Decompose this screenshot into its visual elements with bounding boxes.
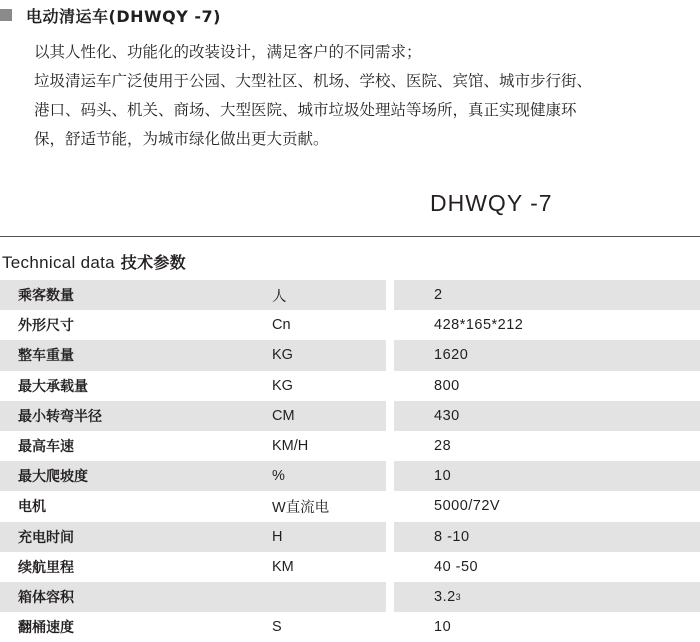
- square-bullet-icon: [0, 9, 12, 21]
- spec-unit: CM: [272, 407, 295, 424]
- spec-name: 最高车速: [18, 439, 74, 456]
- spec-value: 40 -50: [434, 558, 479, 575]
- table-row: [0, 491, 700, 521]
- table-row: [0, 401, 700, 431]
- spec-name: 箱体容积: [18, 589, 74, 606]
- spec-value-superscript: 3: [455, 591, 462, 602]
- spec-name: 外形尺寸: [18, 318, 74, 335]
- spec-table: [0, 280, 700, 642]
- spec-value: 5000/72V: [434, 498, 501, 515]
- spec-name: 翻桶速度: [18, 620, 74, 637]
- description-line: 保，舒适节能，为城市绿化做出更大贡献。: [34, 130, 329, 148]
- spec-value: 800: [434, 377, 460, 394]
- spec-unit: KG: [272, 377, 293, 394]
- table-row: [0, 552, 700, 582]
- table-row: [0, 612, 700, 642]
- spec-value: 8 -10: [434, 528, 470, 545]
- spec-value: 10: [434, 619, 452, 636]
- spec-value: 2: [434, 287, 443, 304]
- spec-value: 10: [434, 468, 452, 485]
- table-row: [0, 431, 700, 461]
- section-title: 电动清运车(DHWQY -7): [26, 6, 221, 26]
- description: [34, 38, 694, 154]
- spec-unit: W直流电: [272, 499, 330, 516]
- spec-name: 乘客数量: [18, 288, 74, 305]
- spec-value: 3.2: [434, 588, 456, 605]
- table-row: [0, 340, 700, 370]
- spec-name: 最大承载量: [18, 378, 88, 395]
- spec-unit: S: [272, 619, 282, 636]
- description-line: 以其人性化、功能化的改装设计，满足客户的不同需求；: [34, 43, 422, 61]
- table-row: [0, 280, 700, 310]
- spec-name: 最大爬坡度: [18, 469, 88, 486]
- tech-heading: [2, 250, 186, 273]
- section-header: [0, 0, 221, 30]
- tech-heading-en: Technical data: [2, 253, 115, 272]
- spec-name: 电机: [18, 499, 46, 516]
- spec-name: 续航里程: [18, 559, 74, 576]
- table-row: [0, 371, 700, 401]
- spec-value: 1620: [434, 347, 469, 364]
- spec-unit: KG: [272, 347, 293, 364]
- spec-name: 充电时间: [18, 529, 74, 546]
- spec-name: 最小转弯半径: [18, 408, 102, 425]
- tech-heading-zh: 技术参数: [120, 253, 186, 272]
- table-row: [0, 310, 700, 340]
- spec-unit: %: [272, 468, 285, 485]
- divider: [0, 236, 700, 237]
- table-row: [0, 522, 700, 552]
- spec-name: 整车重量: [18, 348, 74, 365]
- table-row: [0, 461, 700, 491]
- table-row: [0, 582, 700, 612]
- spec-value: 28: [434, 438, 452, 455]
- spec-unit: H: [272, 528, 283, 545]
- spec-value: 428*165*212: [434, 317, 524, 334]
- spec-unit: 人: [272, 288, 287, 305]
- description-line: 垃圾清运车广泛使用于公园、大型社区、机场、学校、医院、宾馆、城市步行街、: [34, 72, 593, 90]
- spec-unit: KM/H: [272, 438, 309, 455]
- spec-value: 430: [434, 407, 460, 424]
- description-line: 港口、码头、机关、商场、大型医院、城市垃圾处理站等场所，真正实现健康环: [34, 101, 577, 119]
- model-name: DHWQY -7: [430, 190, 553, 216]
- spec-unit: KM: [272, 558, 294, 575]
- spec-unit: Cn: [272, 317, 291, 334]
